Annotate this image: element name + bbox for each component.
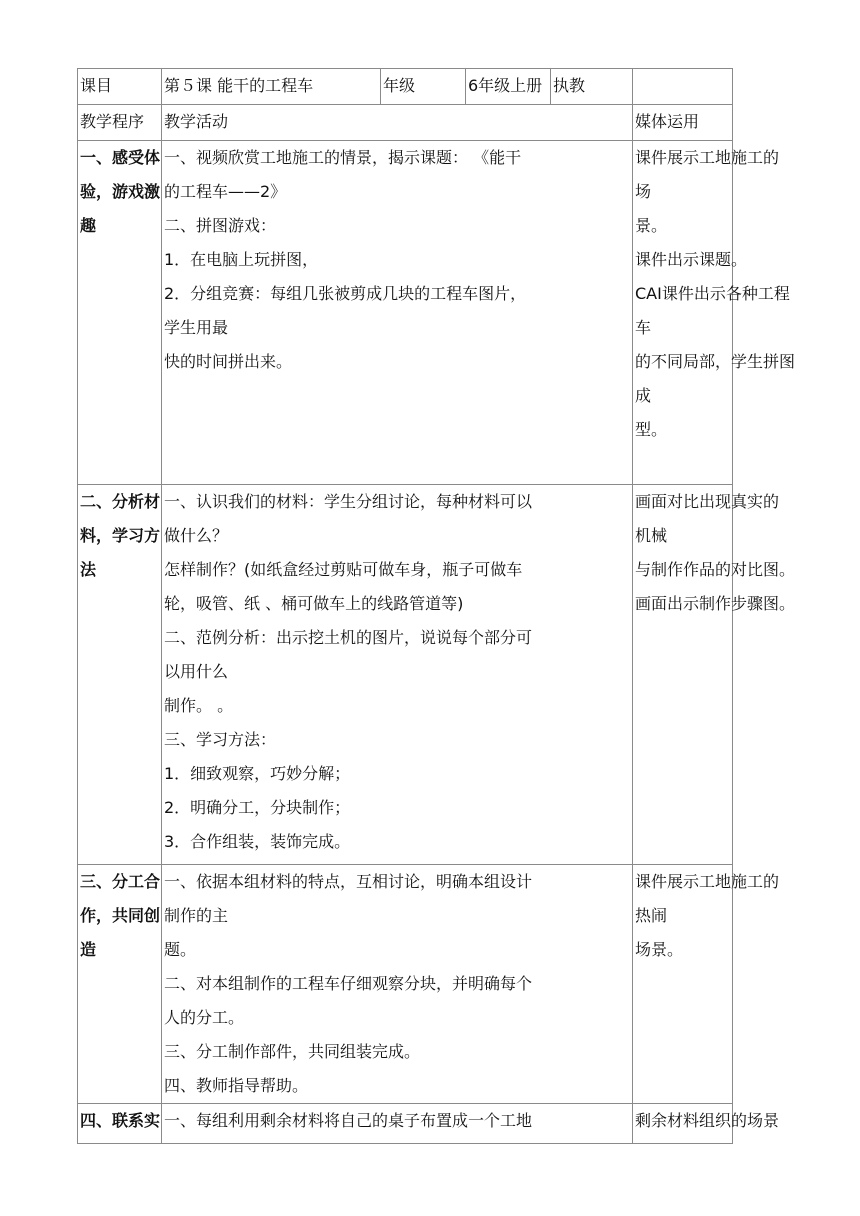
media-line: 车 [635,318,652,337]
media-line: 型。 [635,420,668,439]
activity-line: 2．分组竞赛：每组几张被剪成几块的工程车图片， [164,284,527,303]
activity-line: 一、视频欣赏工地施工的情景，揭示课题： 《能干 [164,148,522,167]
media-line: 机械 [635,526,668,545]
teacher-label: 执教 [551,69,633,105]
media-column-header: 媒体运用 [633,105,733,141]
header-row [78,69,733,105]
stage-cell: 三、分工合作，共同创造 [78,865,162,1104]
lesson-plan-table [77,68,796,1144]
activity-line: 一、认识我们的材料：学生分组讨论，每种材料可以 [164,492,533,511]
grade-label: 年级 [381,69,466,105]
activity-cell [162,141,633,485]
activity-line: 二、对本组制作的工程车仔细观察分块，并明确每个 [164,974,533,993]
media-line: 课件展示工地施工的 [635,148,780,167]
activity-column-header: 教学活动 [162,105,633,141]
media-line: 与制作作品的对比图。 [635,560,796,579]
activity-line: 人的分工。 [164,1008,245,1027]
media-line: 的不同局部，学生拼图 [635,352,796,371]
activity-line: 制作的主 [164,906,229,925]
activity-line: 快的时间拼出来。 [164,352,293,371]
activity-line: 制作。 。 [164,696,234,715]
activity-line: 1．在电脑上玩拼图， [164,250,319,269]
activity-line: 的工程车——2》 [164,182,287,201]
activity-line: 3．合作组装，装饰完成。 [164,832,351,851]
activity-line: 三、学习方法： [164,730,277,749]
activity-line: 二、范例分析：出示挖土机的图片，说说每个部分可 [164,628,533,647]
media-line: 画面对比出现真实的 [635,492,780,511]
activity-cell [162,865,633,1104]
media-line: 课件出示课题。 [635,250,748,269]
stage-cell: 一、感受体验，游戏激趣 [78,141,162,485]
media-line: CAI课件出示各种工程 [635,284,790,303]
section-row [78,1104,733,1144]
activity-line: 轮，吸管、纸 、桶可做车上的线路管道等) [164,594,464,613]
media-line: 景。 [635,216,668,235]
activity-line: 做什么？ [164,526,229,545]
activity-line: 一、每组利用剩余材料将自己的桌子布置成一个工地 [164,1111,533,1130]
media-line: 场景。 [635,940,684,959]
media-cell [633,485,796,865]
subject-label: 课目 [78,69,162,105]
media-line: 剩余材料组织的场景 [635,1111,780,1130]
section-row [78,485,733,865]
stage-cell: 二、分析材料，学习方法 [78,485,162,865]
media-cell [633,141,796,485]
teacher-value [633,69,733,105]
media-cell [633,865,780,1104]
activity-line: 以用什么 [164,662,229,681]
grade-value: 6年级上册 [466,69,551,105]
media-line: 成 [635,386,652,405]
activity-line: 四、教师指导帮助。 [164,1076,309,1095]
media-line: 场 [635,182,652,201]
activity-line: 题。 [164,940,197,959]
media-line: 课件展示工地施工的 [635,872,780,891]
activity-line: 三、分工制作部件，共同组装完成。 [164,1042,421,1061]
media-line: 画面出示制作步骤图。 [635,594,796,613]
activity-cell [162,1104,633,1144]
activity-cell [162,485,633,865]
procedure-column-header: 教学程序 [78,105,162,141]
activity-line: 2．明确分工，分块制作； [164,798,351,817]
activity-line: 1．细致观察，巧妙分解； [164,764,351,783]
activity-line: 怎样制作？(如纸盒经过剪贴可做车身，瓶子可做车 [164,560,523,579]
column-header-row [78,105,733,141]
activity-line: 一、依据本组材料的特点，互相讨论，明确本组设计 [164,872,533,891]
media-line: 热闹 [635,906,668,925]
section-row [78,141,733,485]
media-cell [633,1104,780,1144]
section-row [78,865,733,1104]
stage-cell: 四、联系实 [78,1104,162,1144]
activity-line: 学生用最 [164,318,229,337]
activity-line: 二、拼图游戏： [164,216,277,235]
lesson-title: 第５课 能干的工程车 [162,69,381,105]
